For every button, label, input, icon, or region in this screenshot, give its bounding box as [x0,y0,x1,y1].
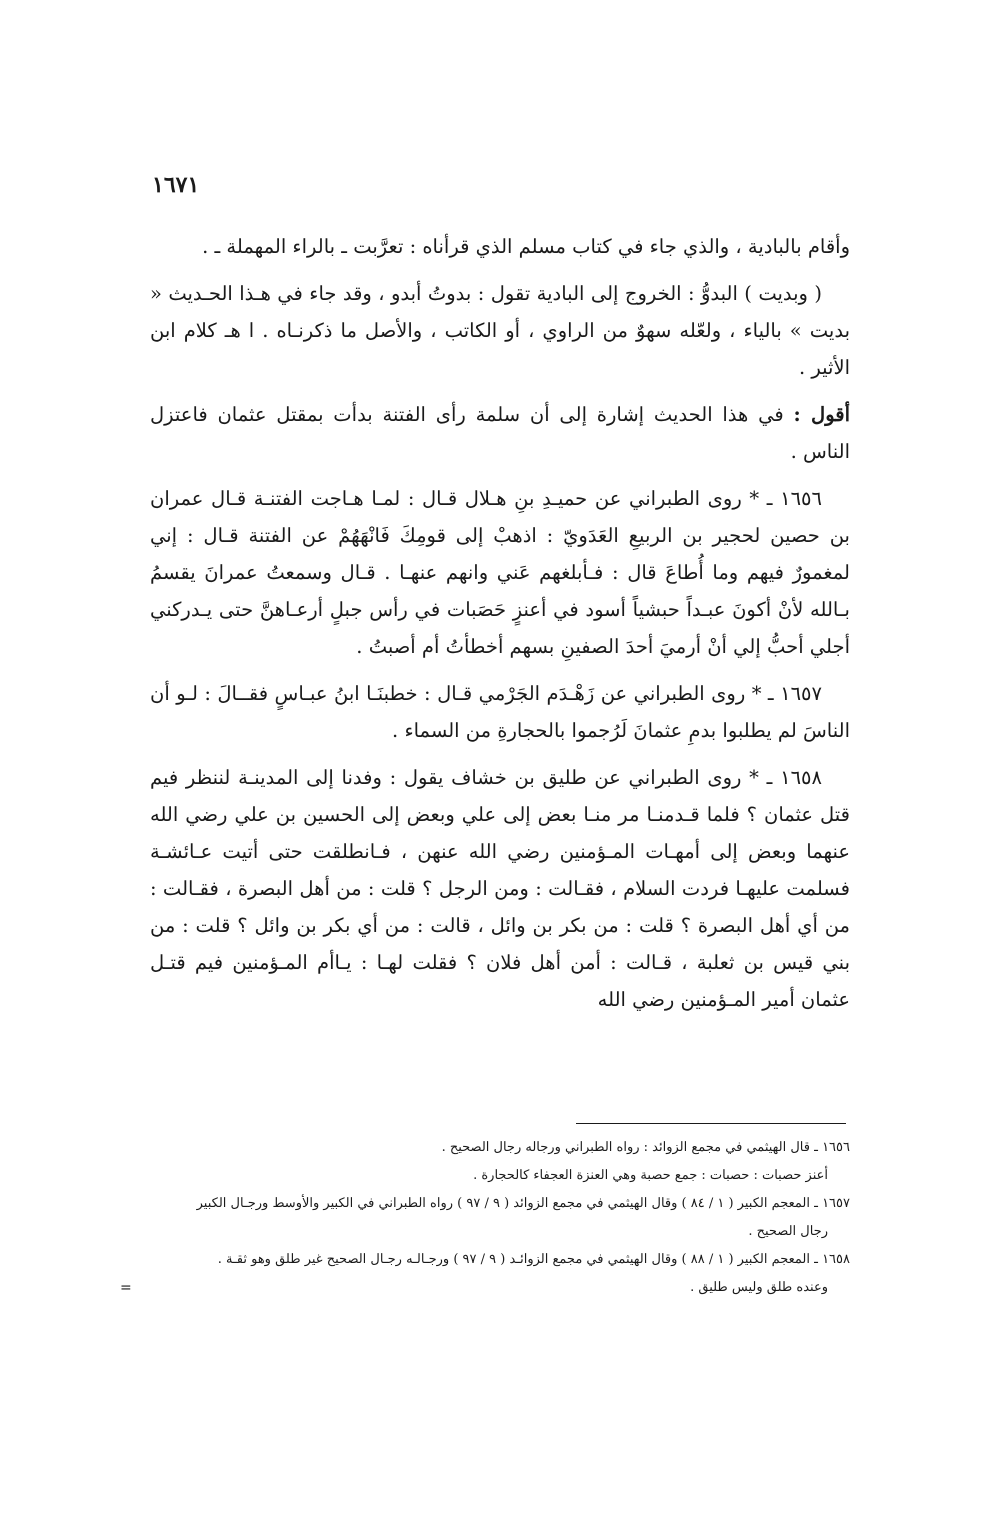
hadith-1656: ١٦٥٦ ـ * روى الطبراني عن حميـدِ بنِ هـلال قـال : لمـا هـاجت الفتنـة قـال عمران بن حصين لحجير بن الربيعِ العَدَويّ : اذهبْ إلى قومِكَ فَانْهَهُمْ عن الفتنة قـال : إني لمغمورٌ فيهم وما أُطاعَ قال : فـأبلغهم عَني وانهم عنهـا . قـال وسمعتُ عمرانَ يقسمُ بـالله لأنْ أكونَ عبـداً حبشياً أسود في أعنزٍ حَصَبات في رأس جبلٍ أرعـاهنَّ حتى يـدركني أجلي أحبُّ إلي أنْ أرميَ أحدَ الصفينِ بسهم أخطأتُ أم أصبتُ . [150,487,851,658]
footnote-1658-cont: وعنده طلق وليس طليق . [690,1280,828,1295]
footnote-divider [576,1123,846,1124]
hadith-1657: ١٦٥٧ ـ * روى الطبراني عن زَهْـدَم الجَرْمي قـال : خطبنَـا ابنُ عبـاسٍ فقــالَ : لـو أن الناسَ لم يطلبوا بدمِ عثمانَ لَرُجموا بالحجارةِ من السماء . [150,682,850,742]
footnotes [140,1134,850,1302]
aqulu-label: أقول : [793,403,851,426]
footnote-1656-gloss: أعنز حصبات : حصبات : جمع حصبة وهي العنزة العجفاء كالحجارة . [473,1168,828,1183]
hadith-1658: ١٦٥٨ ـ * روى الطبراني عن طليق بن خشاف يقول : وفدنا إلى المدينـة لننظر فيم قتل عثمان ؟ فلما قـدمنـا مر منـا بعض إلى علي وبعض إلى الحسين بن علي رضي الله عنهما وبعض إلى أمهـات المـؤمنين رضي الله عنهن ، فـانطلقت حتى أتيت عـائشـة فسلمت عليهـا فردت السلام ، فقـالت : ومن الرجل ؟ قلت : من أهل البصرة ، فقـالت : من أي أهل البصرة ؟ قلت : من بكر بن وائل ، قالت : من أي بكر بن وائل ؟ قلت : من بني قيس بن ثعلبة ، قـالت : أمن أهل فلان ؟ فقلت لهـا : يـاأم المـؤمنين فيم قتـل عثمان أمير المـؤمنين رضي الله [150,766,850,1011]
paragraph-1: وأقام بالبادية ، والذي جاء في كتاب مسلم الذي قرأناه : تعرَّبت ـ بالراء المهملة ـ . [202,235,850,258]
margin-mark: = [120,1280,132,1296]
main-text [150,228,850,1028]
paragraph-2: ( وبديت ) البدوُّ : الخروج إلى البادية تقول : بدوتُ أبدو ، وقد جاء في هـذا الحـديث « بديت » بالياء ، ولعّله سهوٌ من الراوي ، أو الكاتب ، والأصل ما ذكرنـاه . ا هـ كلام ابن الأثير . [150,282,850,379]
footnote-1656: ١٦٥٦ ـ قال الهيثمي في مجمع الزوائد : رواه الطبراني ورجاله رجال الصحيح . [441,1140,850,1155]
footnote-1657: ١٦٥٧ ـ المعجم الكبير ( ١ / ٨٤ ) وقال الهيثمي في مجمع الزوائد ( ٩ / ٩٧ ) رواه الطبراني في الكبير والأوسط ورجـال الكبير [196,1196,850,1211]
paragraph-3-text: في هذا الحديث إشارة إلى أن سلمة رأى الفتنة بدأت بمقتل عثمان فاعتزل الناس . [150,403,850,463]
footnote-1658: ١٦٥٨ ـ المعجم الكبير ( ١ / ٨٨ ) وقال الهيثمي في مجمع الزوائـد ( ٩ / ٩٧ ) ورجـالـه رجـال الصحيح غير طلق وهو ثقـة . [217,1252,850,1267]
footnote-1657-cont: رجال الصحيح . [748,1224,828,1239]
paragraph-3 [150,396,850,470]
page-number: ١٦٧١ [152,172,200,198]
